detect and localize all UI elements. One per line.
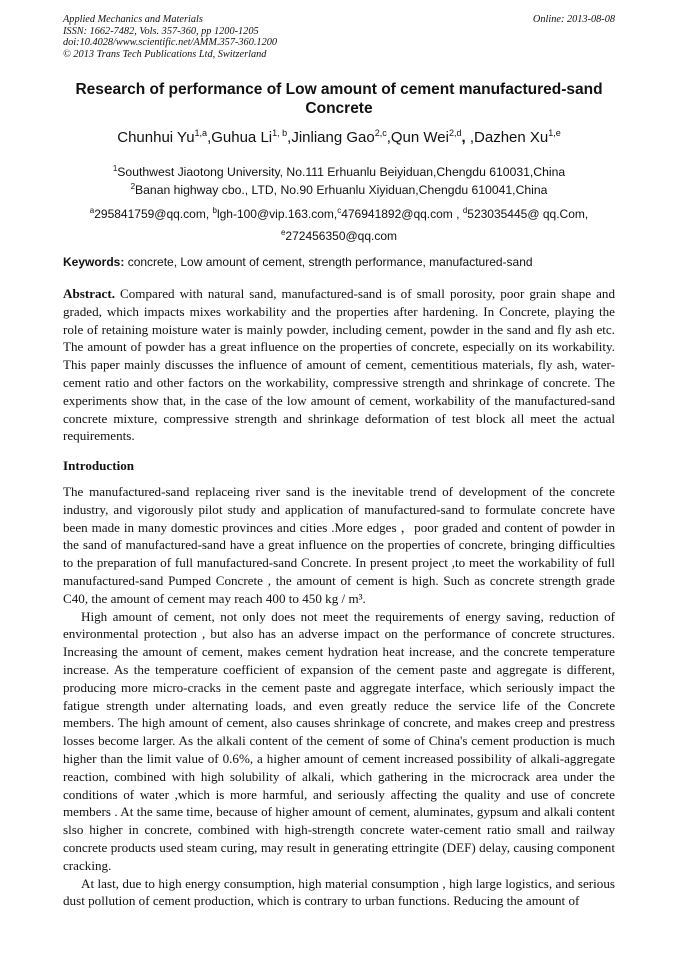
author-affiliation-marker: 2,c [374,128,387,138]
abstract-text: Compared with natural sand, manufactured-sand is of small porosity, poor grain shape and graded, which impacts mixes workability and the properties after hardening. In Concrete, playing the role of retaining moisture water is mainly powder, including cement, powder in the sand and fly ash etc. The amount of powder has a great influence on the properties of concrete, especially on its workability. This paper mainly discusses the influence of amount of cement, cementitious materials, fly ash, water-cement ratio and other factors on the workability, compressive strength and shrinkage of concrete. The experiments show that, in the case of the low amount of cement, workability of the manufactured-sand concrete mixture, compressive strength and shrinkage deformation of test block all meet the actual requirements. [63,286,615,444]
author-affiliation-marker: 2,d [448,128,462,138]
author-affiliation-marker: 1, b [272,128,288,138]
author-list: Chunhui Yu$^{1,a}$,Guhua Li$^{1, b}$,Jinliang Gao$^{2,c}$,Qun Wei$^{2,d}$, ,Dazhen Xu$^{1,e}$ [117,128,561,146]
email-address: lgh-100@vip.163.com, [216,207,338,221]
email-list [20,202,658,245]
journal-header [63,14,277,61]
author-affiliation-marker: 1,a [194,128,208,138]
introduction-body [63,483,615,910]
issn-line: ISSN: 1662-7482, Vols. 357-360, pp 1200-1205 [63,25,259,37]
keywords-label: Keywords: [63,255,125,269]
section-heading: Introduction [63,458,135,473]
email-address: 523035445@ qq.Com, [467,207,589,221]
online-date: Online: 2013-08-08 [532,14,615,25]
abstract-section [63,285,615,445]
email-marker: a [89,206,95,215]
doi-line: doi:10.4028/www.scientific.net/AMM.357-360.1200 [63,37,278,49]
author-name: Dazhen Xu [474,129,549,146]
keywords-line [63,254,623,270]
email-marker: c [337,206,342,215]
paper-title: Research of performance of Low amount of cement manufactured-sand Concrete [75,81,603,117]
copyright-line: © 2013 Trans Tech Publications Ltd, Switzerland [63,49,267,61]
journal-name: Applied Mechanics and Materials [63,14,203,25]
abstract-label: Abstract. [63,286,115,301]
email-address: 476941892@qq.com , [341,207,463,221]
keywords-text: concrete, Low amount of cement, strength performance, manufactured-sand [124,255,533,269]
author-name: Guhua Li [211,129,273,146]
email-marker: b [212,206,217,215]
author-name: Chunhui Yu [117,129,195,146]
email-marker: e [280,227,286,237]
affiliation-number: 1 [112,164,118,173]
email-marker: d [462,206,468,215]
affiliation-text: Banan highway cbo., LTD, No.90 Erhuanlu Xiyiduan,Chengdu 610041,China [135,183,548,198]
body-paragraph: The manufactured-sand replaceing river sand is the inevitable trend of development of the concrete industry, and vigorously pilot study and application of manufactured-sand to formulate concrete have been made in many domestic provinces and cities .More edges ，poor graded and content of powder in the sand of manufactured-sand have a great influence on the properties of concrete, bringing difficulties to the preparation of full manufactured-sand Concrete. In present project ,to meet the workability of full manufactured-sand Pumped Concrete , the amount of cement is high. Such as concrete strength grade C40, the amount of cement may reach 400 to 450 kg / m³. [63,484,615,606]
body-paragraph: At last, due to high energy consumption, high material consumption , high large logistics, and serious dust pollution of cement production, which is contrary to urban functions. Reducing the amount of [63,875,615,909]
email-address: 295841759@qq.com, [94,207,213,221]
email-address: 272456350@qq.com [285,228,398,243]
author-name: Qun Wei [390,129,449,146]
affiliation-number: 2 [130,182,136,191]
affiliation-text: Southwest Jiaotong University, No.111 Erhuanlu Beiyiduan,Chengdu 610031,China [117,165,566,180]
body-paragraph: High amount of cement, not only does not meet the requirements of energy saving, reduction of environmental protection , but also has an adverse impact on the performance of concrete structures. Increasing the amount of cement, makes cement hydration heat increase, and the concrete temperature increase. As the temperature coefficient of expansion of the cement paste and aggregate is different, producing more micro-cracks in the cement paste and aggregate interface, which seriously impact the fatigue strength under alternating loads, and even greatly reduce the service life of the Concrete members. The high amount of cement, also causes shrinkage of concrete, and makes creep and prestress losses become larger. As the alkali content of the cement of some of China's cement production is much higher than the limit value of 0.6%, a higher amount of cement increased possibility of alkali-aggregate reaction, combined with high solubility of alkali, which gathering in the microcrack area under the conditions of water ,which is more harmful, and seriously affecting the quality and use of concrete members . At the same time, because of higher amount of cement, aluminates, gypsum and alkali content slso higher in concrete, combined with high-strength concrete water-cement ratio small and railway concrete products used steam curing, may result in generating ettringite (DEF) delay, causing component cracking. [63,608,615,873]
author-name: Jinliang Gao [291,129,375,146]
affiliation-2 [20,178,658,199]
author-affiliation-marker: 1,e [548,128,561,138]
